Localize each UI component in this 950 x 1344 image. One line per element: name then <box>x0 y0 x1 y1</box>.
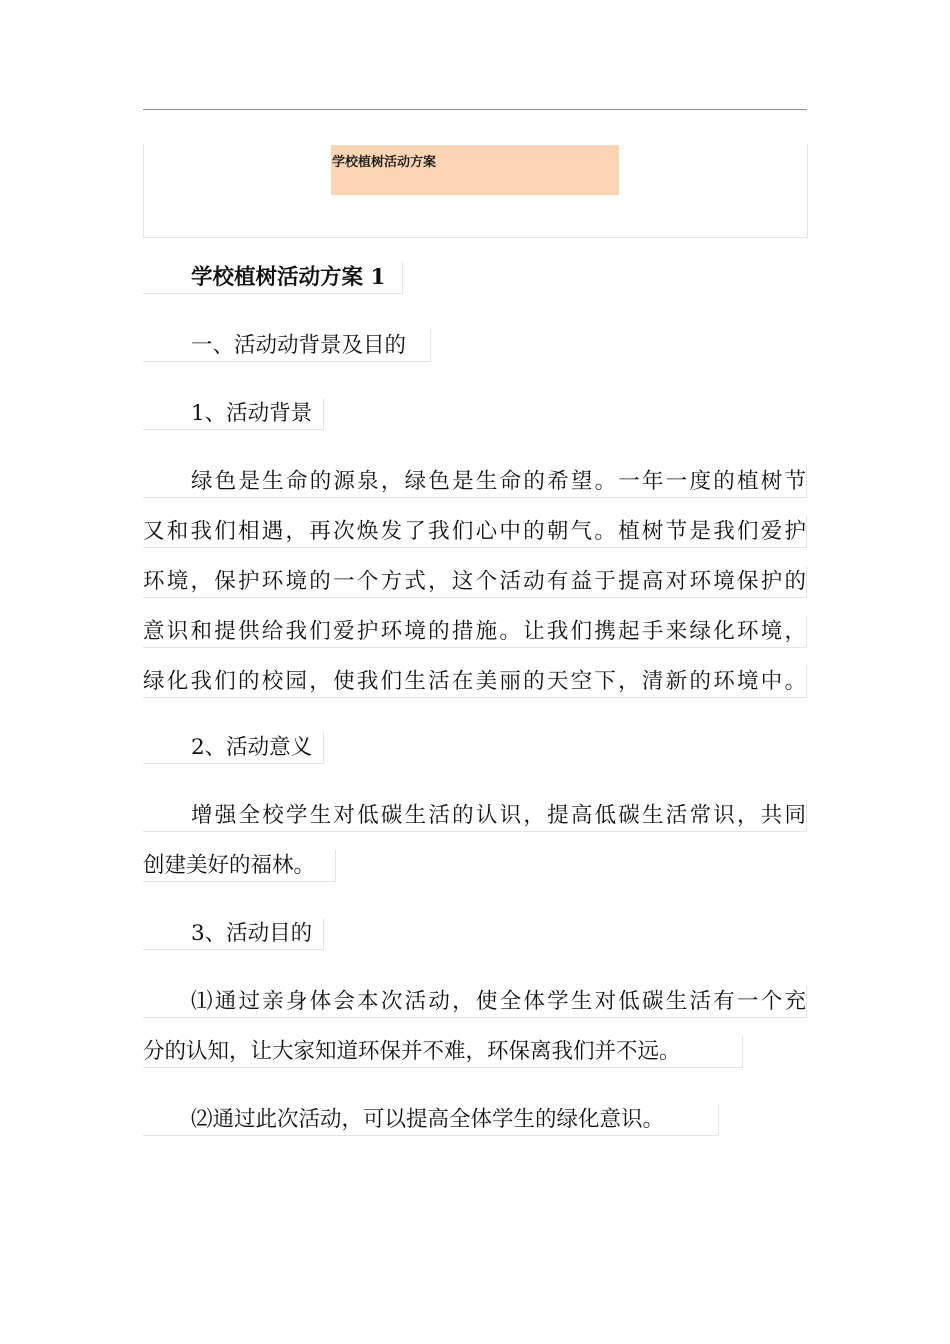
paragraph-line: 增强全校学生对低碳生活的认识，提高低碳生活常识，共同 <box>143 800 807 832</box>
document-title-block <box>143 262 403 294</box>
paragraph-line: 分的认知，让大家知道环保并不难，环保离我们并不远。 <box>143 1036 743 1068</box>
paragraph-line: 绿色是生命的源泉，绿色是生命的希望。一年一度的植树节 <box>143 466 807 498</box>
subheading-3-block <box>143 918 324 950</box>
paragraph-significance <box>143 800 807 882</box>
paragraph-background <box>143 466 807 698</box>
subheading-background: 1、活动背景 <box>143 398 324 430</box>
paragraph-line: 绿化我们的校园，使我们生活在美丽的天空下，清新的环境中。 <box>143 666 807 698</box>
paragraph-purpose-2 <box>143 1104 719 1136</box>
paragraph-line: 创建美好的福林。 <box>143 850 336 882</box>
paragraph-purpose-1 <box>143 986 807 1068</box>
subheading-2-block <box>143 732 324 764</box>
header-banner: 学校植树活动方案 <box>331 145 619 195</box>
paragraph-line: 又和我们相遇，再次焕发了我们心中的朝气。植树节是我们爱护 <box>143 516 807 548</box>
paragraph-line: 意识和提供给我们爱护环境的措施。让我们携起手来绿化环境， <box>143 616 807 648</box>
paragraph-line: ⑵通过此次活动，可以提高全体学生的绿化意识。 <box>143 1104 719 1136</box>
document-title: 学校植树活动方案 1 <box>143 262 403 294</box>
header-rule <box>143 109 807 110</box>
section-heading-block <box>143 330 431 362</box>
subheading-significance: 2、活动意义 <box>143 732 324 764</box>
paragraph-line: 环境，保护环境的一个方式，这个活动有益于提高对环境保护的 <box>143 566 807 598</box>
section-heading: 一、活动动背景及目的 <box>143 330 431 362</box>
paragraph-line: ⑴通过亲身体会本次活动，使全体学生对低碳生活有一个充 <box>143 986 807 1018</box>
subheading-purpose: 3、活动目的 <box>143 918 324 950</box>
subheading-1-block <box>143 398 324 430</box>
